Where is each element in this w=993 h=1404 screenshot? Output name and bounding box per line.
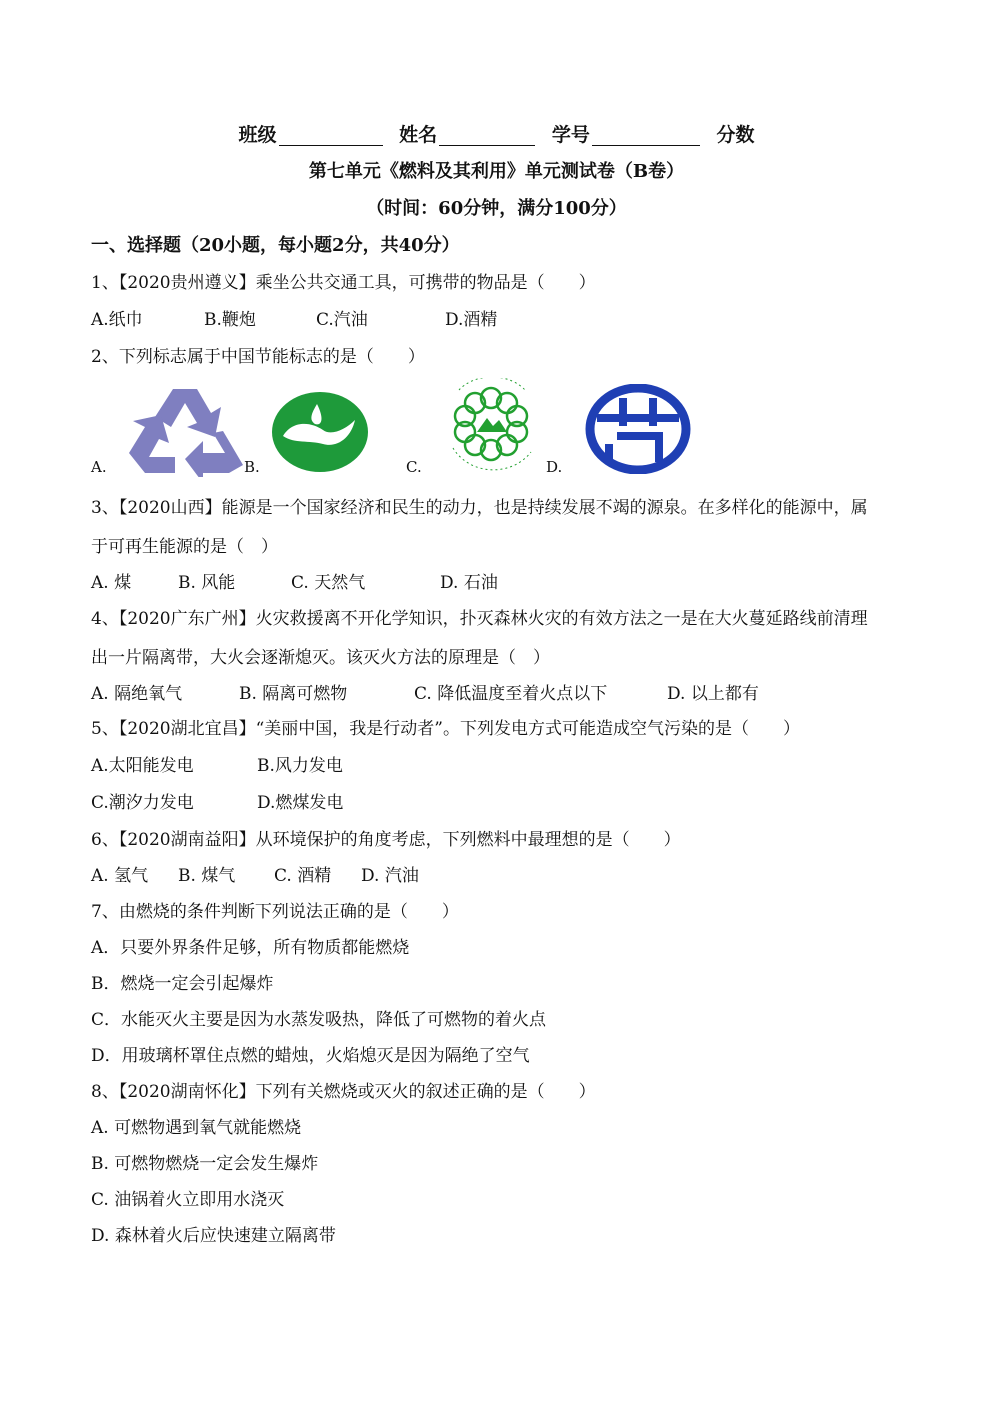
page-subtitle: （时间：60分钟，满分100分） xyxy=(366,198,627,219)
question-8-stem: 8、【2020湖南怀化】下列有关燃烧或灭火的叙述正确的是（ ） xyxy=(91,1082,596,1102)
q4-option-c[interactable]: C. 降低温度至着火点以下 xyxy=(414,684,608,704)
question-2-logo-options xyxy=(91,380,731,480)
question-6-stem: 6、【2020湖南益阳】从环境保护的角度考虑，下列燃料中最理想的是（ ） xyxy=(91,830,681,850)
class-label: 班级 xyxy=(238,124,277,146)
q1-option-b[interactable]: B.鞭炮 xyxy=(204,310,256,330)
q8-option-b[interactable]: B. 可燃物燃烧一定会发生爆炸 xyxy=(91,1154,319,1174)
q3-option-c[interactable]: C. 天然气 xyxy=(291,573,366,593)
q2-option-a[interactable]: A. xyxy=(91,458,107,476)
id-label: 学号 xyxy=(551,124,590,146)
q1-option-d[interactable]: D.酒精 xyxy=(445,310,498,330)
name-label: 姓名 xyxy=(399,124,438,146)
q5-option-c[interactable]: C.潮汐力发电 xyxy=(91,793,194,813)
question-1-stem: 1、【2020贵州遵义】乘坐公共交通工具，可携带的物品是（ ） xyxy=(91,273,596,293)
q6-option-d[interactable]: D. 汽油 xyxy=(361,866,419,886)
q8-option-c[interactable]: C. 油锅着火立即用水浇灭 xyxy=(91,1190,285,1210)
q3-option-a[interactable]: A. 煤 xyxy=(91,573,132,593)
question-5-stem: 5、【2020湖北宜昌】“美丽中国，我是行动者”。下列发电方式可能造成空气污染的是（ ） xyxy=(91,719,800,739)
q8-option-d[interactable]: D. 森林着火后应快速建立隔离带 xyxy=(91,1226,336,1246)
recycle-icon[interactable] xyxy=(125,385,245,477)
section-title: 一、选择题（20小题，每小题2分，共40分） xyxy=(91,235,460,256)
environmental-label-icon[interactable] xyxy=(433,378,549,478)
score-label: 分数 xyxy=(716,124,755,146)
name-blank[interactable] xyxy=(439,125,535,146)
q6-option-b[interactable]: B. 煤气 xyxy=(178,866,236,886)
q5-option-a[interactable]: A.太阳能发电 xyxy=(91,756,194,776)
question-4-stem-line1: 4、【2020广东广州】火灾救援离不开化学知识，扑灭森林火灾的有效方法之一是在大火蔓延路线前清理 xyxy=(91,609,868,629)
q1-option-a[interactable]: A.纸巾 xyxy=(91,310,143,330)
q5-option-b[interactable]: B.风力发电 xyxy=(257,756,343,776)
id-blank[interactable] xyxy=(592,125,700,146)
q8-option-a[interactable]: A. 可燃物遇到氧气就能燃烧 xyxy=(91,1118,302,1138)
question-2-stem: 2、下列标志属于中国节能标志的是（ ） xyxy=(91,347,425,367)
water-saving-icon[interactable] xyxy=(271,390,369,474)
page-title: 第七单元《燃料及其利用》单元测试卷（B卷） xyxy=(308,161,685,182)
q7-option-a[interactable]: A．只要外界条件足够，所有物质都能燃烧 xyxy=(91,938,410,958)
q7-option-b[interactable]: B．燃烧一定会引起爆炸 xyxy=(91,974,274,994)
q2-option-d[interactable]: D. xyxy=(546,458,563,476)
q6-option-c[interactable]: C. 酒精 xyxy=(274,866,332,886)
q4-option-b[interactable]: B. 隔离可燃物 xyxy=(239,684,348,704)
question-4-stem-line2: 出一片隔离带，大火会逐渐熄灭。该灭火方法的原理是（ ） xyxy=(91,648,550,668)
q7-option-d[interactable]: D．用玻璃杯罩住点燃的蜡烛，火焰熄灭是因为隔绝了空气 xyxy=(91,1046,530,1066)
question-7-stem: 7、由燃烧的条件判断下列说法正确的是（ ） xyxy=(91,902,459,922)
q7-option-c[interactable]: C．水能灭火主要是因为水蒸发吸热，降低了可燃物的着火点 xyxy=(91,1010,547,1030)
q3-option-d[interactable]: D. 石油 xyxy=(440,573,498,593)
question-3-stem-line1: 3、【2020山西】能源是一个国家经济和民生的动力，也是持续发展不竭的源泉。在多样化的能源中，属 xyxy=(91,498,868,518)
student-info-line xyxy=(0,124,993,146)
energy-saving-icon[interactable] xyxy=(585,384,691,474)
q5-option-d[interactable]: D.燃煤发电 xyxy=(257,793,344,813)
q2-option-b[interactable]: B. xyxy=(244,458,260,476)
q2-option-c[interactable]: C. xyxy=(406,458,422,476)
class-blank[interactable] xyxy=(279,125,383,146)
q3-option-b[interactable]: B. 风能 xyxy=(178,573,236,593)
question-3-stem-line2: 于可再生能源的是（ ） xyxy=(91,537,278,557)
q4-option-a[interactable]: A. 隔绝氧气 xyxy=(91,684,183,704)
q4-option-d[interactable]: D. 以上都有 xyxy=(667,684,759,704)
q6-option-a[interactable]: A. 氢气 xyxy=(91,866,149,886)
q1-option-c[interactable]: C.汽油 xyxy=(316,310,368,330)
